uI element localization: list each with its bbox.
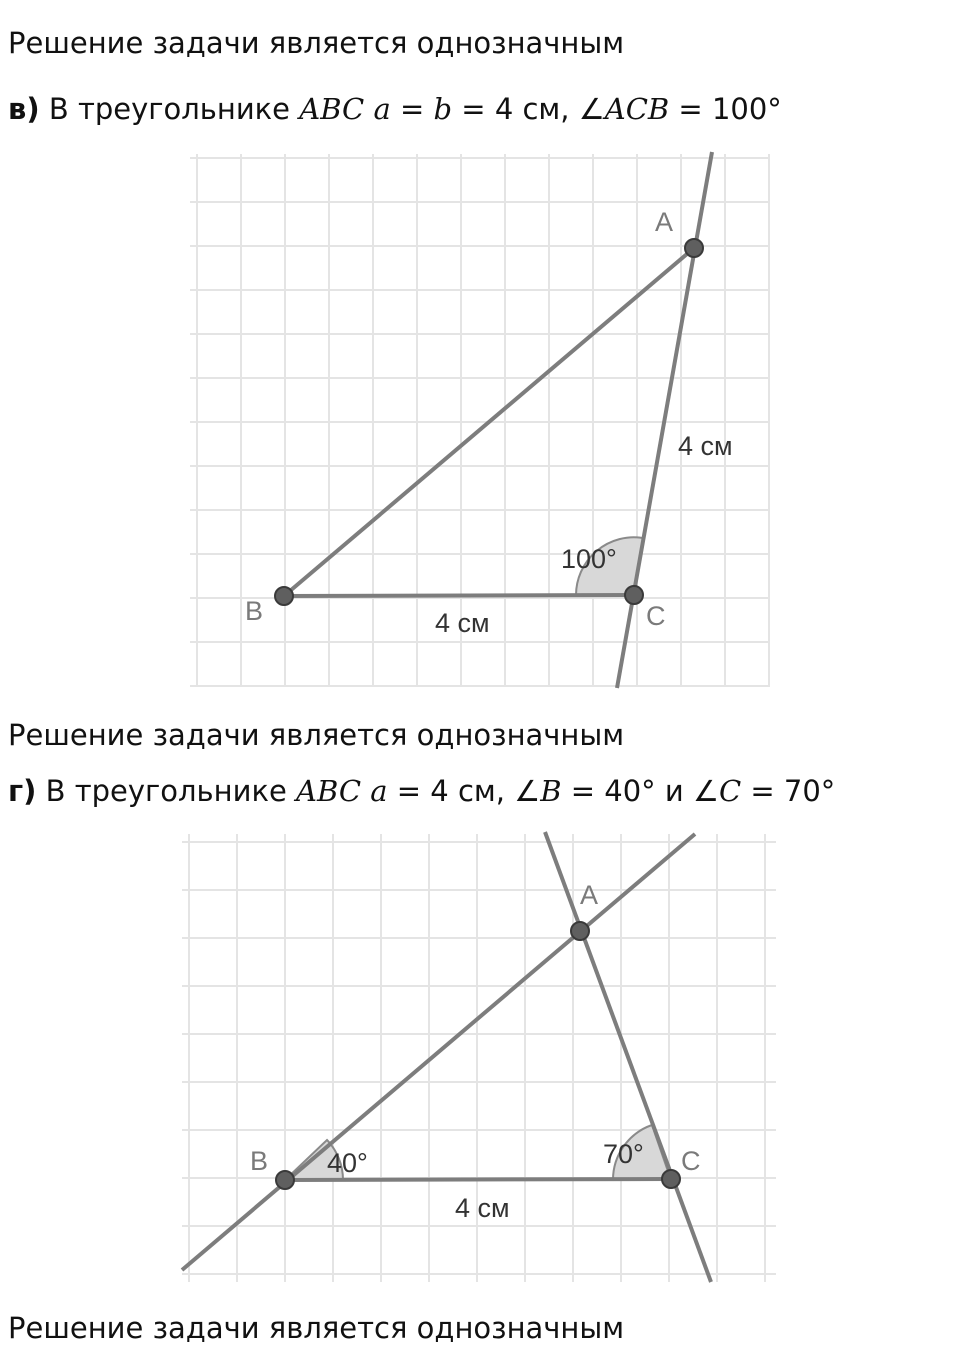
- vertex-c-label: C: [681, 1146, 701, 1176]
- point-c: [625, 586, 643, 604]
- angle-c-label: 70°: [603, 1139, 644, 1169]
- angle-c-label: 100°: [561, 544, 617, 574]
- problem-v-statement: [8, 92, 782, 126]
- problem-v-marker: в): [8, 92, 40, 126]
- point-c: [662, 1170, 680, 1188]
- problem-g-eq3: = 70°: [750, 774, 836, 808]
- problem-g-triangle: ABC: [296, 774, 362, 808]
- figure-v-diagram: [0, 150, 800, 690]
- point-b: [275, 587, 293, 605]
- vertex-b-label: B: [245, 596, 264, 626]
- angle-symbol: ∠: [514, 774, 541, 808]
- point-a: [571, 922, 589, 940]
- solution-note-3: Решение задачи является однозначным: [8, 1311, 625, 1345]
- problem-v-eq1: =: [399, 92, 425, 126]
- problem-g-marker: г): [8, 774, 37, 808]
- side-bc-label: 4 см: [435, 608, 490, 638]
- figure-v-grid: [190, 154, 770, 686]
- point-a: [685, 239, 703, 257]
- side-ac-label: 4 см: [678, 431, 733, 461]
- angle-b-label: 40°: [327, 1148, 368, 1178]
- side-bc-label: 4 см: [455, 1193, 510, 1223]
- solution-note-2: Решение задачи является однозначным: [8, 718, 625, 752]
- problem-v-triangle: ABC: [299, 92, 365, 126]
- problem-v-angle-value: = 100°: [678, 92, 782, 126]
- problem-v-eq2: = 4 см,: [461, 92, 570, 126]
- problem-v-prefix: В треугольнике: [48, 92, 291, 126]
- solution-note-1: Решение задачи является однозначным: [8, 26, 625, 60]
- problem-v-side-a: a: [373, 92, 391, 126]
- line-ab-extended: [182, 834, 695, 1270]
- problem-g-side-a: a: [370, 774, 388, 808]
- problem-g-prefix: В треугольнике: [45, 774, 287, 808]
- vertex-c-label: C: [646, 601, 666, 631]
- side-bc: [285, 1179, 671, 1180]
- vertex-a-label: A: [580, 880, 599, 910]
- line-ac-extended: [545, 832, 711, 1282]
- vertex-a-label: A: [655, 207, 674, 237]
- problem-g-eq2: = 40° и: [570, 774, 684, 808]
- figure-g-diagram: [0, 830, 800, 1290]
- problem-g-angle-2: C: [718, 774, 742, 808]
- problem-g-eq1: = 4 см,: [396, 774, 505, 808]
- problem-g-statement: [8, 774, 835, 808]
- side-bc: [284, 595, 634, 596]
- point-b: [276, 1171, 294, 1189]
- problem-v-angle-name: ACB: [604, 92, 670, 126]
- problem-g-angle-1: B: [540, 774, 562, 808]
- angle-symbol: ∠: [578, 92, 605, 126]
- angle-symbol: ∠: [692, 774, 719, 808]
- problem-v-side-b: b: [433, 92, 453, 126]
- vertex-b-label: B: [250, 1146, 269, 1176]
